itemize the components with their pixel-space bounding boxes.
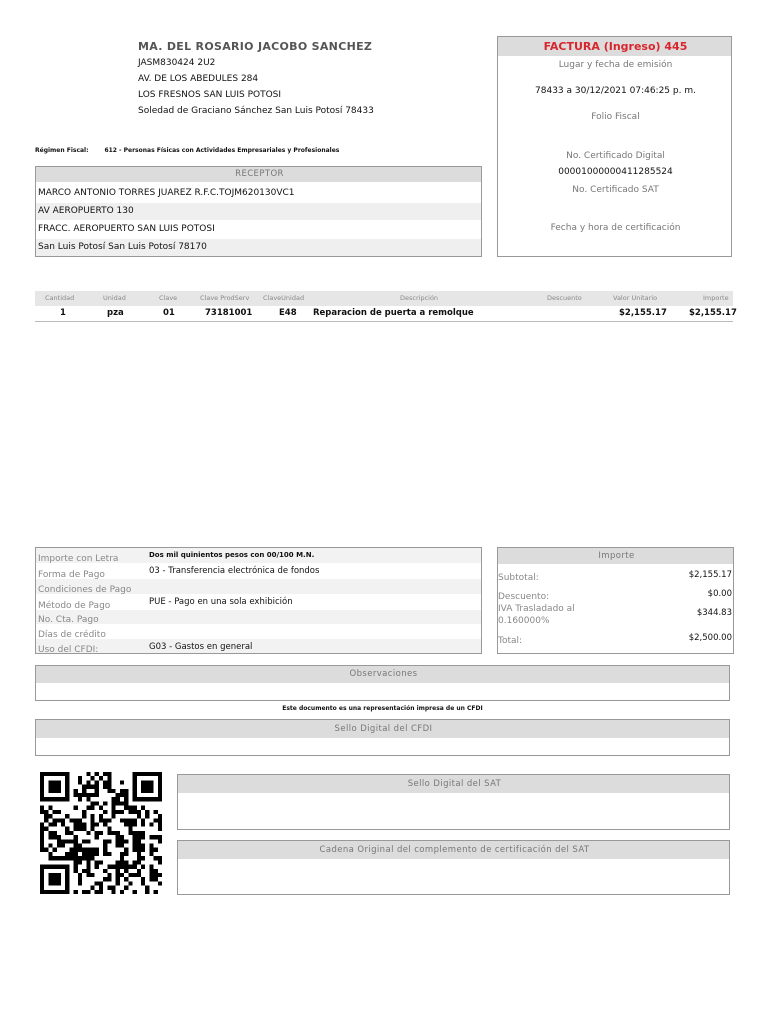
cadena-original-header: Cadena Original del complemento de certificación del SAT [178,841,729,859]
issuer-city: Soledad de Graciano Sánchez San Luis Potosí 78433 [138,106,374,116]
uso-cfdi-row [36,639,481,653]
cell-cantidad: 1 [60,308,66,318]
condiciones-label: Condiciones de Pago [38,585,132,594]
sello-sat-value [178,795,729,825]
forma-pago-row [36,564,481,579]
total-label: Total: [498,636,523,646]
issuer-street: AV. DE LOS ABEDULES 284 [138,74,259,84]
receptor-header: RECEPTOR [36,167,481,182]
importe-letra-value: Dos mil quinientos pesos con 00/100 M.N. [149,551,315,559]
receptor-line-2: AV AEROPUERTO 130 [36,203,481,220]
receptor-line-4: San Luis Potosí San Luis Potosí 78170 [36,239,481,256]
cell-clave: 01 [163,308,175,318]
importe-letra-row [36,548,481,563]
col-descripcion: Descripción [400,294,439,302]
dias-credito-row [36,625,481,639]
sello-sat-box [177,774,730,830]
col-cantidad: Cantidad [45,294,75,302]
issuer-name: MA. DEL ROSARIO JACOBO SANCHEZ [138,40,373,53]
col-valor-unitario: Valor Unitario [613,294,658,302]
cell-descripcion: Reparacion de puerta a remolque [313,308,474,318]
sello-cfdi-header: Sello Digital del CFDI [36,720,729,738]
cfdi-notice: Este documento es una representación impresa de un CFDI [282,705,483,712]
forma-pago-value: 03 - Transferencia electrónica de fondos [149,566,320,576]
descuento-row [498,586,733,602]
total-value: $2,500.00 [688,633,732,643]
iva-row [498,603,733,629]
observaciones-value [36,684,729,700]
folio-value [498,128,731,145]
metodo-pago-row [36,595,481,610]
cadena-original-value [178,861,729,891]
importe-letra-label: Importe con Letra [38,554,119,563]
regimen-value: 612 - Personas Físicas con Actividades Empresariales y Profesionales [104,147,340,154]
cell-clave-prodserv: 73181001 [205,308,253,318]
lugar-value: 78433 a 30/12/2021 07:46:25 p. m. [535,86,696,96]
issuer-rfc: JASM830424 2U2 [138,58,216,68]
table-row [35,306,737,322]
cert-value: 00001000000411285524 [558,167,673,177]
col-clave-unidad: ClaveUnidad [263,294,305,302]
total-row [498,630,733,646]
cadena-original-box [177,840,730,895]
cuenta-row [36,610,481,624]
regimen-fiscal [35,147,339,154]
col-clave: Clave [159,294,178,302]
cert-sat-value [498,201,731,216]
observaciones-box [35,665,730,701]
cell-valor-unitario: $2,155.17 [619,308,667,318]
iva-label-1: IVA Trasladado al [498,604,575,614]
col-unidad: Unidad [103,294,126,302]
forma-pago-label: Forma de Pago [38,570,105,579]
col-descuento: Descuento [547,294,582,302]
issuer-block [138,40,488,116]
totals-header: Importe [498,548,733,564]
invoice-title: FACTURA (Ingreso) 445 [498,37,731,56]
descuento-value: $0.00 [707,589,732,599]
cert-label: No. Certificado Digital [566,151,665,161]
payment-box [35,547,482,654]
issuer-colony: LOS FRESNOS SAN LUIS POTOSI [138,90,282,100]
sello-sat-header: Sello Digital del SAT [178,775,729,793]
uso-cfdi-label: Uso del CFDI: [38,645,99,653]
cert-sat-label: No. Certificado SAT [572,185,659,195]
col-importe: Importe [703,294,729,302]
condiciones-row [36,579,481,594]
receptor-box [35,166,482,257]
cuenta-label: No. Cta. Pago [38,615,99,624]
uso-cfdi-value: G03 - Gastos en general [149,642,253,652]
cell-importe: $2,155.17 [689,308,737,318]
cell-unidad: pza [107,308,124,318]
folio-label: Folio Fiscal [591,112,640,122]
metodo-pago-value: PUE - Pago en una sola exhibición [149,597,293,607]
cell-clave-unidad: E48 [279,308,297,318]
sello-cfdi-box [35,719,730,756]
observaciones-header: Observaciones [36,666,729,683]
col-clave-prodserv: Clave ProdServ [200,294,250,302]
subtotal-row [498,567,733,583]
metodo-pago-label: Método de Pago [38,601,111,610]
lugar-label: Lugar y fecha de emisión [558,60,673,70]
regimen-label: Régimen Fiscal: [35,147,89,154]
subtotal-value: $2,155.17 [688,570,732,580]
items-table-header [35,291,733,306]
dias-credito-label: Días de crédito [38,630,106,639]
qr-code [40,772,162,894]
receptor-line-3: FRACC. AEROPUERTO SAN LUIS POTOSI [38,224,215,234]
iva-label-2: 0.160000% [498,616,550,626]
sello-cfdi-value [36,739,729,755]
subtotal-label: Subtotal: [498,573,539,583]
iva-value: $344.83 [696,608,732,618]
fecha-cert-value [498,239,731,254]
totals-box [497,547,734,654]
invoice-info-box [497,36,732,257]
fecha-cert-label: Fecha y hora de certificación [550,223,681,233]
descuento-label: Descuento: [498,592,550,602]
items-table [35,291,737,322]
receptor-line-1: MARCO ANTONIO TORRES JUAREZ R.F.C.TOJM620130VC1 [38,188,295,198]
